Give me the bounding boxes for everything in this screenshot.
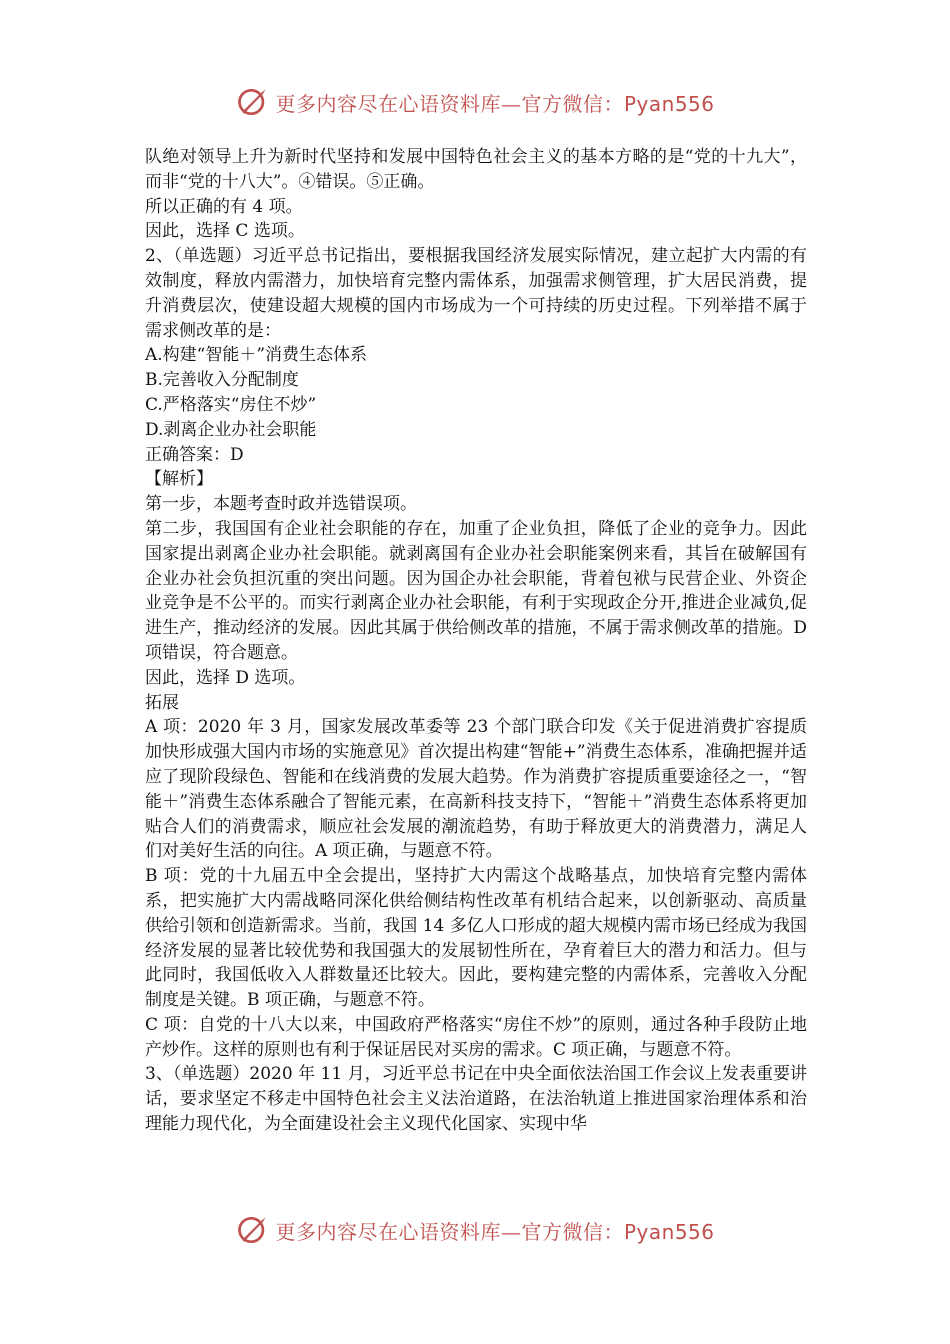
question-3-stem: 3、（单选题）2020 年 11 月，习近平总书记在中央全面依法治国工作会议上发表重要讲话，要求坚定不移走中国特色社会主义法治道路，在法治轨道上推进国家治理体系和治理能力现代化，为全面建设社会主义现代化国家、实现中华 [145, 1064, 807, 1135]
paragraph: C 项：自党的十八大以来，中国政府严格落实“房住不炒”的原则，通过各种手段防止地产炒作。这样的原则也有利于保证居民对买房的需求。C 项正确，与题意不符。 [145, 1014, 807, 1060]
option-a: A.构建“智能＋”消费生态体系 [145, 345, 368, 366]
wechat-id: Pyan556 [623, 1219, 715, 1244]
paragraph: 因此，选择 C 选项。 [145, 221, 305, 242]
option-c: C.严格落实“房住不炒” [145, 394, 317, 415]
option-b: B.完善收入分配制度 [145, 370, 299, 391]
analysis-heading: 【解析】 [145, 469, 213, 490]
paragraph: 所以正确的有 4 项。 [145, 196, 303, 217]
pen-logo-icon [235, 84, 271, 120]
paragraph: 因此，选择 D 选项。 [145, 667, 306, 688]
correct-answer: 正确答案：D [145, 444, 244, 465]
extension-heading: 拓展 [145, 692, 179, 713]
option-d: D.剥离企业办社会职能 [145, 419, 317, 440]
banner-text: 更多内容尽在心语资料库—官方微信：Pyan556 [275, 91, 715, 116]
paragraph: 队绝对领导上升为新时代坚持和发展中国特色社会主义的基本方略的是“党的十九大”，而非“党的十八大”。④错误。⑤正确。 [145, 147, 807, 192]
footer-banner [0, 1210, 950, 1250]
paragraph: 第一步，本题考查时政并选错误项。 [145, 494, 417, 515]
pen-logo-icon [235, 1212, 271, 1248]
header-banner [0, 82, 950, 122]
wechat-id: Pyan556 [623, 91, 715, 116]
paragraph: B 项：党的十九届五中全会提出，坚持扩大内需这个战略基点，加快培育完整内需体系，把实施扩大内需战略同深化供给侧结构性改革有机结合起来，以创新驱动、高质量供给引领和创造新需求。当前，我国 14 多亿人口形成的超大规模内需市场已经成为我国经济发展的显著比较优势和我国强大的发展韧性所在，孕育着巨大的潜力和活力。但与此同时，我国低收入人群数量还比较大。因此，要构建完整的内需体系，完善收入分配制度是关键。B 项正确，与题意不符。 [145, 866, 807, 1011]
document-body [145, 145, 807, 1137]
question-2-stem: 2、（单选题）习近平总书记指出，要根据我国经济发展实际情况，建立起扩大内需的有效制度，释放内需潜力，加快培育完整内需体系，加强需求侧管理，扩大居民消费，提升消费层次，使建设超大规模的国内市场成为一个可持续的历史过程。下列举措不属于需求侧改革的是： [145, 246, 807, 341]
banner-text: 更多内容尽在心语资料库—官方微信：Pyan556 [275, 1219, 715, 1244]
paragraph: 第二步，我国国有企业社会职能的存在，加重了企业负担，降低了企业的竞争力。因此国家提出剥离企业办社会职能。就剥离国有企业办社会职能案例来看，其旨在破解国有企业办社会负担沉重的突出问题。因为国企办社会职能，背着包袱与民营企业、外资企业竞争是不公平的。而实行剥离企业办社会职能，有利于实现政企分开,推进企业减负,促进生产，推动经济的发展。因此其属于供给侧改革的措施，不属于需求侧改革的措施。D 项错误，符合题意。 [145, 518, 807, 663]
paragraph: A 项：2020 年 3 月，国家发展改革委等 23 个部门联合印发《关于促进消费扩容提质加快形成强大国内市场的实施意见》首次提出构建“智能+”消费生态体系，准确把握并适应了现阶段绿色、智能和在线消费的发展大趋势。作为消费扩容提质重要途径之一，“智能＋”消费生态体系融合了智能元素，在高新科技支持下，“智能＋”消费生态体系将更加贴合人们的消费需求，顺应社会发展的潮流趋势，有助于释放更大的消费潜力，满足人们对美好生活的向往。A 项正确，与题意不符。 [145, 717, 807, 862]
